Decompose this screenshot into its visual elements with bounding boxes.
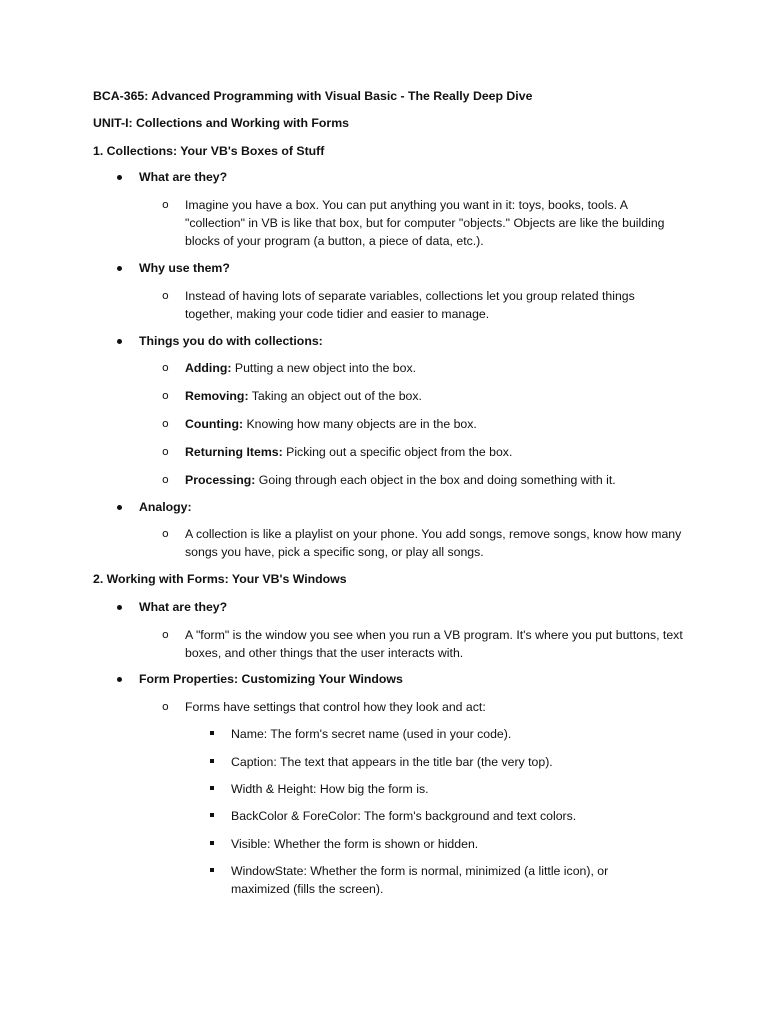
bullet-circle-icon: o bbox=[162, 417, 169, 430]
s2-props-label: Form Properties: Customizing Your Windows bbox=[139, 672, 403, 686]
section-1-heading: 1. Collections: Your VB's Boxes of Stuff bbox=[93, 144, 325, 158]
list-item: BackColor & ForeColor: The form's background and text colors. bbox=[231, 809, 577, 823]
item-desc: Knowing how many objects are in the box. bbox=[243, 417, 477, 431]
item-desc: Taking an object out of the box. bbox=[248, 389, 422, 403]
list-item bbox=[185, 387, 685, 405]
s1-things-label: Things you do with collections: bbox=[139, 334, 323, 348]
bullet-square-icon bbox=[210, 841, 214, 845]
item-term: Removing: bbox=[185, 389, 249, 403]
list-item bbox=[185, 443, 685, 461]
s1-analogy-label: Analogy: bbox=[139, 500, 192, 514]
s1-why-label: Why use them? bbox=[139, 261, 230, 275]
list-item bbox=[185, 359, 685, 377]
bullet-circle-icon: o bbox=[162, 389, 169, 402]
s1-what-label: What are they? bbox=[139, 170, 228, 184]
bullet-disc-icon bbox=[117, 505, 122, 510]
bullet-circle-icon: o bbox=[162, 473, 169, 486]
bullet-disc-icon bbox=[117, 605, 122, 610]
bullet-circle-icon: o bbox=[162, 700, 169, 713]
bullet-disc-icon bbox=[117, 175, 122, 180]
s2-what-label: What are they? bbox=[139, 600, 228, 614]
list-item: Name: The form's secret name (used in your code). bbox=[231, 727, 512, 741]
list-item: WindowState: Whether the form is normal, minimized (a little icon), or maximized (fills the screen). bbox=[231, 864, 609, 896]
bullet-square-icon bbox=[210, 813, 214, 817]
bullet-circle-icon: o bbox=[162, 628, 169, 641]
item-desc: Going through each object in the box and doing something with it. bbox=[255, 473, 616, 487]
bullet-circle-icon: o bbox=[162, 289, 169, 302]
bullet-square-icon bbox=[210, 868, 214, 872]
item-term: Returning Items: bbox=[185, 445, 283, 459]
bullet-disc-icon bbox=[117, 266, 122, 271]
bullet-circle-icon: o bbox=[162, 361, 169, 374]
s1-what-text: Imagine you have a box. You can put anything you want in it: toys, books, tools. A "collection" in VB is like that box, but for computer "objects." Objects are like the building blocks of your program (a button, a piece of data, etc.). bbox=[185, 198, 665, 248]
bullet-disc-icon bbox=[117, 339, 122, 344]
bullet-circle-icon: o bbox=[162, 527, 169, 540]
section-2-heading: 2. Working with Forms: Your VB's Windows bbox=[93, 572, 347, 586]
bullet-circle-icon: o bbox=[162, 198, 169, 211]
bullet-square-icon bbox=[210, 786, 214, 790]
list-item: Width & Height: How big the form is. bbox=[231, 782, 429, 796]
s2-what-text: A "form" is the window you see when you run a VB program. It's where you put buttons, text boxes, and other things that the user interacts with. bbox=[185, 628, 683, 660]
document-title: BCA-365: Advanced Programming with Visual Basic - The Really Deep Dive bbox=[93, 89, 533, 103]
item-desc: Picking out a specific object from the box. bbox=[282, 445, 513, 459]
list-item bbox=[185, 471, 685, 489]
list-item: Visible: Whether the form is shown or hidden. bbox=[231, 837, 479, 851]
item-term: Counting: bbox=[185, 417, 244, 431]
list-item bbox=[185, 415, 685, 433]
item-term: Adding: bbox=[185, 361, 232, 375]
bullet-circle-icon: o bbox=[162, 445, 169, 458]
s2-props-intro: Forms have settings that control how they look and act: bbox=[185, 700, 486, 714]
s1-why-text: Instead of having lots of separate variables, collections let you group related things together, making your code tidier and easier to manage. bbox=[185, 289, 635, 321]
unit-heading: UNIT-I: Collections and Working with Forms bbox=[93, 116, 349, 130]
list-item: Caption: The text that appears in the title bar (the very top). bbox=[231, 755, 553, 769]
item-term: Processing: bbox=[185, 473, 256, 487]
s1-analogy-text: A collection is like a playlist on your phone. You add songs, remove songs, know how many songs you have, pick a specific song, or play all songs. bbox=[185, 527, 682, 559]
item-desc: Putting a new object into the box. bbox=[231, 361, 417, 375]
bullet-square-icon bbox=[210, 731, 214, 735]
bullet-square-icon bbox=[210, 759, 214, 763]
bullet-disc-icon bbox=[117, 677, 122, 682]
